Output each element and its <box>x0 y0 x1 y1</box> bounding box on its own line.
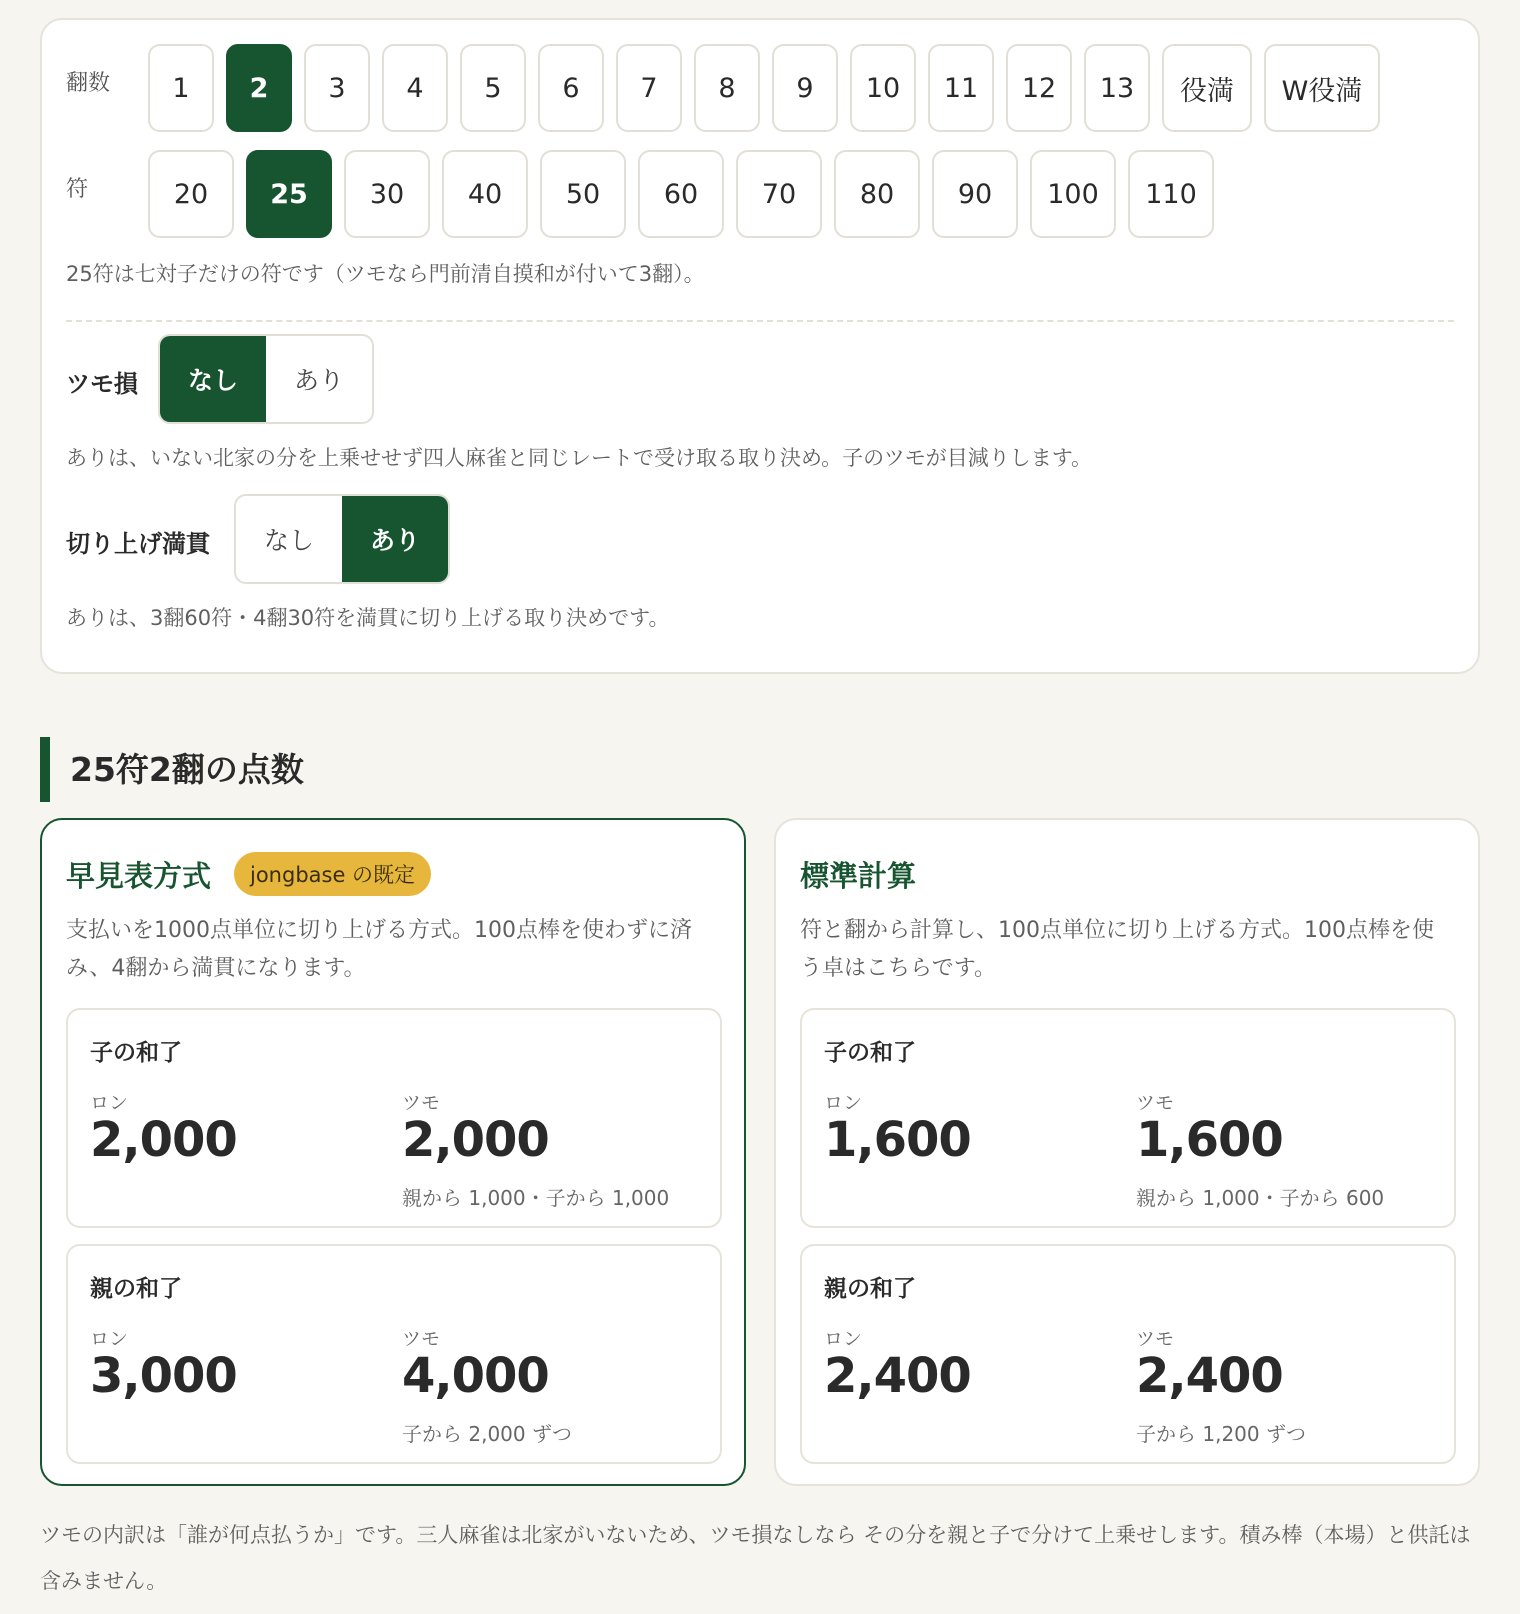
han-option[interactable]: 3 <box>304 44 370 132</box>
tsumo-breakdown: 子から 2,000 ずつ <box>402 1422 572 1446</box>
han-option[interactable]: 12 <box>1006 44 1072 132</box>
divider <box>66 320 1454 322</box>
method-description: 支払いを1000点単位に切り上げる方式。100点棒を使わずに済み、4翻から満貫になります。 <box>66 918 692 981</box>
tsumo-loss-toggle <box>158 334 374 424</box>
method-card-hayami <box>40 818 746 1486</box>
footer-note: ツモの内訳は「誰が何点払うか」です。三人麻雀は北家がいないため、ツモ損なしなら その分を親と子で分けて上乗せします。積み棒（本場）と供託は含みません。 <box>40 1523 1471 1593</box>
tsumo-breakdown: 親から 1,000・子から 600 <box>1136 1186 1385 1210</box>
tsumo-label: ツモ <box>402 1328 441 1350</box>
ron-label: ロン <box>90 1328 129 1350</box>
fu-option[interactable]: 25 <box>246 150 332 238</box>
han-option[interactable]: 1 <box>148 44 214 132</box>
ron-value: 1,600 <box>824 1112 971 1168</box>
han-option[interactable]: 役満 <box>1162 44 1252 132</box>
han-option[interactable]: 4 <box>382 44 448 132</box>
han-option[interactable]: 7 <box>616 44 682 132</box>
han-option[interactable]: 11 <box>928 44 994 132</box>
ron-value: 2,000 <box>90 1112 237 1168</box>
score-heading: 子の和了 <box>824 1040 916 1066</box>
score-heading: 子の和了 <box>90 1040 182 1066</box>
tsumo-value: 4,000 <box>402 1348 549 1404</box>
tsumo-label: ツモ <box>402 1092 441 1114</box>
fu-option[interactable]: 110 <box>1128 150 1214 238</box>
score-heading: 親の和了 <box>824 1276 916 1302</box>
dealer-score-card <box>800 1244 1456 1464</box>
fu-option[interactable]: 60 <box>638 150 724 238</box>
ron-value: 2,400 <box>824 1348 971 1404</box>
kiriage-option-ari[interactable]: あり <box>342 496 448 582</box>
tsumo-label: ツモ <box>1136 1092 1175 1114</box>
fu-option[interactable]: 70 <box>736 150 822 238</box>
tsumo-label: ツモ <box>1136 1328 1175 1350</box>
ron-value: 3,000 <box>90 1348 237 1404</box>
ron-label: ロン <box>824 1328 863 1350</box>
han-option[interactable]: 10 <box>850 44 916 132</box>
han-option[interactable]: W役満 <box>1264 44 1380 132</box>
method-description: 符と翻から計算し、100点単位に切り上げる方式。100点棒を使う卓はこちらです。 <box>800 918 1434 981</box>
kiriage-label: 切り上げ満貫 <box>66 530 210 558</box>
fu-option[interactable]: 80 <box>834 150 920 238</box>
kiriage-note: ありは、3翻60符・4翻30符を満貫に切り上げる取り決めです。 <box>66 606 670 630</box>
fu-option[interactable]: 100 <box>1030 150 1116 238</box>
fu-option[interactable]: 50 <box>540 150 626 238</box>
settings-panel <box>40 18 1480 674</box>
tsumo-loss-option-nashi[interactable]: なし <box>160 336 266 422</box>
method-title: 標準計算 <box>800 859 917 893</box>
fu-option[interactable]: 90 <box>932 150 1018 238</box>
tsumo-loss-label: ツモ損 <box>66 370 138 398</box>
fu-option[interactable]: 20 <box>148 150 234 238</box>
method-title: 早見表方式 <box>66 859 212 893</box>
tsumo-loss-note: ありは、いない北家の分を上乗せせず四人麻雀と同じレートで受け取る取り決め。子のツモが目減りします。 <box>66 446 1093 470</box>
ron-label: ロン <box>90 1092 129 1114</box>
tsumo-value: 2,400 <box>1136 1348 1283 1404</box>
default-badge: jongbase の既定 <box>234 852 431 896</box>
han-option[interactable]: 9 <box>772 44 838 132</box>
han-option[interactable]: 5 <box>460 44 526 132</box>
han-option[interactable]: 6 <box>538 44 604 132</box>
tsumo-value: 2,000 <box>402 1112 549 1168</box>
tsumo-breakdown: 子から 1,200 ずつ <box>1136 1422 1306 1446</box>
fu-option[interactable]: 40 <box>442 150 528 238</box>
section-accent-bar <box>40 737 50 802</box>
child-score-card <box>800 1008 1456 1228</box>
tsumo-value: 1,600 <box>1136 1112 1283 1168</box>
han-option[interactable]: 8 <box>694 44 760 132</box>
tsumo-breakdown: 親から 1,000・子から 1,000 <box>402 1186 670 1210</box>
kiriage-toggle <box>234 494 450 584</box>
han-label: 翻数 <box>66 71 111 96</box>
score-heading: 親の和了 <box>90 1276 182 1302</box>
han-option[interactable]: 2 <box>226 44 292 132</box>
child-score-card <box>66 1008 722 1228</box>
tsumo-loss-option-ari[interactable]: あり <box>293 366 344 395</box>
dealer-score-card <box>66 1244 722 1464</box>
han-option[interactable]: 13 <box>1084 44 1150 132</box>
ron-label: ロン <box>824 1092 863 1114</box>
fu-label: 符 <box>66 177 89 202</box>
fu-option[interactable]: 30 <box>344 150 430 238</box>
kiriage-option-nashi[interactable]: なし <box>263 526 314 555</box>
method-card-standard <box>774 818 1480 1486</box>
section-title: 25符2翻の点数 <box>70 750 304 789</box>
fu-note: 25符は七対子だけの符です（ツモなら門前清自摸和が付いて3翻）。 <box>66 262 705 286</box>
